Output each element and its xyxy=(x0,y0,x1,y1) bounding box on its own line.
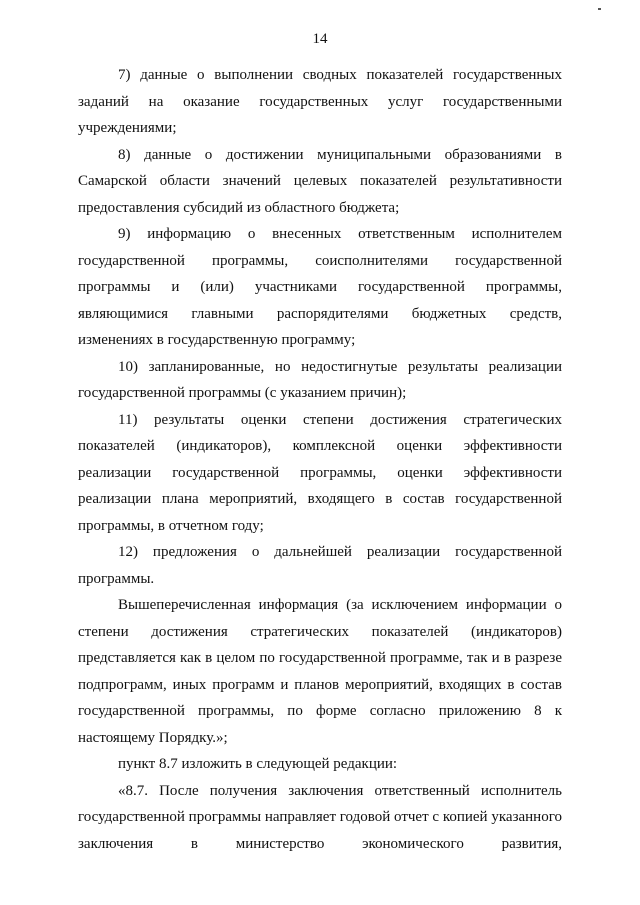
paragraph-item-11: 11) результаты оценки степени достижения стратегических показателей (индикаторов), комплексной оценки эффективности реализации государственной программы, оценки эффективности реализации плана мероприятий, входящего в состав государственной программы, в отчетном году; xyxy=(78,411,562,534)
page-number: 14 xyxy=(312,31,328,47)
scan-mark xyxy=(598,8,601,10)
paragraph-item-7: 7) данные о выполнении сводных показателей государственных заданий на оказание государственных услуг государственными учреждениями; xyxy=(78,67,562,136)
paragraph-item-10: 10) запланированные, но недостигнутые результаты реализации государственной программы (с указанием причин); xyxy=(78,358,562,401)
paragraph-item-9: 9) информацию о внесенных ответственным исполнителем государственной программы, соисполнителями государственной программы и (или) участниками государственной программы, являющимися главными распорядителями бюджетных средств, изменениях в государственную программу; xyxy=(78,226,562,348)
paragraph-summary: Вышеперечисленная информация (за исключением информации о степени достижения стратегических показателей (индикаторов) представляется как в целом по государственной программе, так и в разрезе подпрограмм, иных программ и планов мероприятий, входящих в состав государственной программы, по форме согласно приложению 8 к настоящему Порядку.»; xyxy=(78,597,562,746)
paragraph-8-7: «8.7. После получения заключения ответственный исполнитель государственной программы направляет годовой отчет с копией указанного заключения в министерство экономического развития, xyxy=(78,782,562,852)
paragraph-item-8: 8) данные о достижении муниципальными образованиями в Самарской области значений целевых показателей результативности предоставления субсидий из областного бюджета; xyxy=(78,146,562,216)
document-body xyxy=(78,62,562,857)
paragraph-item-12: 12) предложения о дальнейшей реализации государственной программы. xyxy=(78,544,562,587)
paragraph-amendment-intro: пункт 8.7 изложить в следующей редакции: xyxy=(118,756,398,772)
